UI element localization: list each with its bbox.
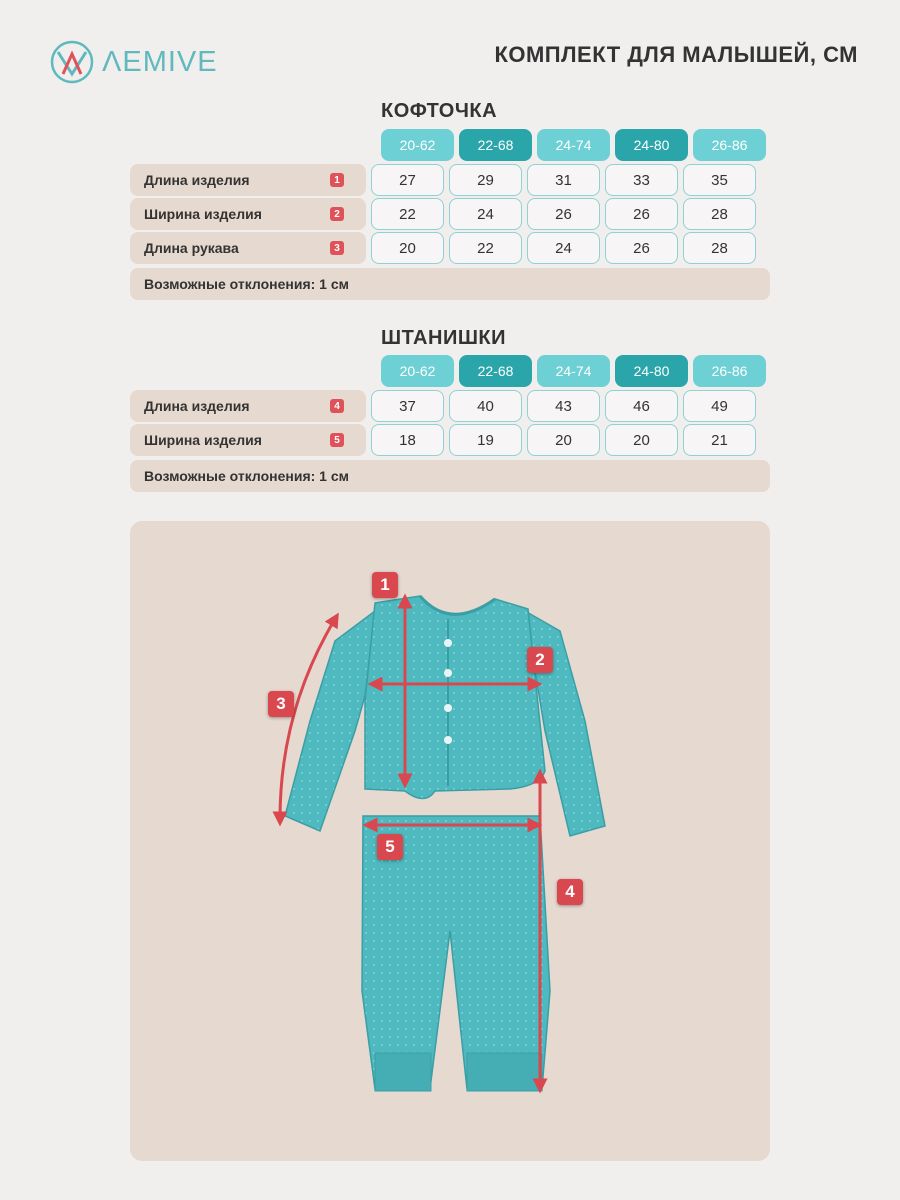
tolerance-note: Возможные отклонения: 1 см <box>130 268 770 300</box>
page-title: КОМПЛЕКТ ДЛЯ МАЛЫШЕЙ, СМ <box>494 42 858 67</box>
marker-badge: 5 <box>377 834 403 860</box>
table-row <box>130 390 756 422</box>
pants-size-header <box>381 355 766 387</box>
table-cell: 31 <box>527 164 600 196</box>
table-row <box>130 232 756 264</box>
table-cell: 29 <box>449 164 522 196</box>
size-chip: 22-68 <box>459 355 532 387</box>
row-label-text: Длина изделия <box>144 398 250 414</box>
measure-badge: 1 <box>330 173 344 187</box>
table-cell: 22 <box>371 198 444 230</box>
row-label-text: Длина рукава <box>144 240 239 256</box>
table-cell: 20 <box>371 232 444 264</box>
table-cell: 20 <box>527 424 600 456</box>
table-cell: 46 <box>605 390 678 422</box>
logo-mark-icon <box>50 40 94 84</box>
brand-name: ΛEMIVE <box>102 45 218 78</box>
size-chip: 26-86 <box>693 355 766 387</box>
pants-section-title: ШТАНИШКИ <box>381 327 506 349</box>
row-label <box>130 164 366 196</box>
size-chip: 26-86 <box>693 129 766 161</box>
row-label-text: Ширина изделия <box>144 206 262 222</box>
marker-badge: 2 <box>527 647 553 673</box>
size-chip: 24-74 <box>537 129 610 161</box>
row-label <box>130 198 366 230</box>
jacket-section-title: КОФТОЧКА <box>381 100 498 122</box>
table-cell: 49 <box>683 390 756 422</box>
table-cell: 33 <box>605 164 678 196</box>
size-chip: 20-62 <box>381 129 454 161</box>
table-cell: 24 <box>527 232 600 264</box>
table-cell: 20 <box>605 424 678 456</box>
measure-badge: 2 <box>330 207 344 221</box>
garment-drawing <box>130 521 770 1161</box>
size-chip: 24-74 <box>537 355 610 387</box>
row-label-text: Длина изделия <box>144 172 250 188</box>
row-label <box>130 390 366 422</box>
measure-badge: 4 <box>330 399 344 413</box>
table-cell: 26 <box>527 198 600 230</box>
row-label-text: Ширина изделия <box>144 432 262 448</box>
table-cell: 22 <box>449 232 522 264</box>
brand-logo <box>50 40 218 84</box>
table-cell: 27 <box>371 164 444 196</box>
table-cell: 24 <box>449 198 522 230</box>
table-cell: 37 <box>371 390 444 422</box>
measure-badge: 5 <box>330 433 344 447</box>
size-chip: 24-80 <box>615 129 688 161</box>
table-cell: 26 <box>605 198 678 230</box>
table-cell: 43 <box>527 390 600 422</box>
table-cell: 35 <box>683 164 756 196</box>
measure-badge: 3 <box>330 241 344 255</box>
table-row <box>130 424 756 456</box>
size-chip: 20-62 <box>381 355 454 387</box>
table-cell: 21 <box>683 424 756 456</box>
marker-badge: 1 <box>372 572 398 598</box>
table-cell: 40 <box>449 390 522 422</box>
table-cell: 28 <box>683 198 756 230</box>
tolerance-note: Возможные отклонения: 1 см <box>130 460 770 492</box>
size-chip: 22-68 <box>459 129 532 161</box>
table-cell: 19 <box>449 424 522 456</box>
marker-badge: 3 <box>268 691 294 717</box>
table-row <box>130 164 756 196</box>
garment-illustration <box>130 521 770 1161</box>
row-label <box>130 232 366 264</box>
table-cell: 26 <box>605 232 678 264</box>
marker-badge: 4 <box>557 879 583 905</box>
table-row <box>130 198 756 230</box>
jacket-size-header <box>381 129 766 161</box>
size-chip: 24-80 <box>615 355 688 387</box>
table-cell: 18 <box>371 424 444 456</box>
table-cell: 28 <box>683 232 756 264</box>
row-label <box>130 424 366 456</box>
